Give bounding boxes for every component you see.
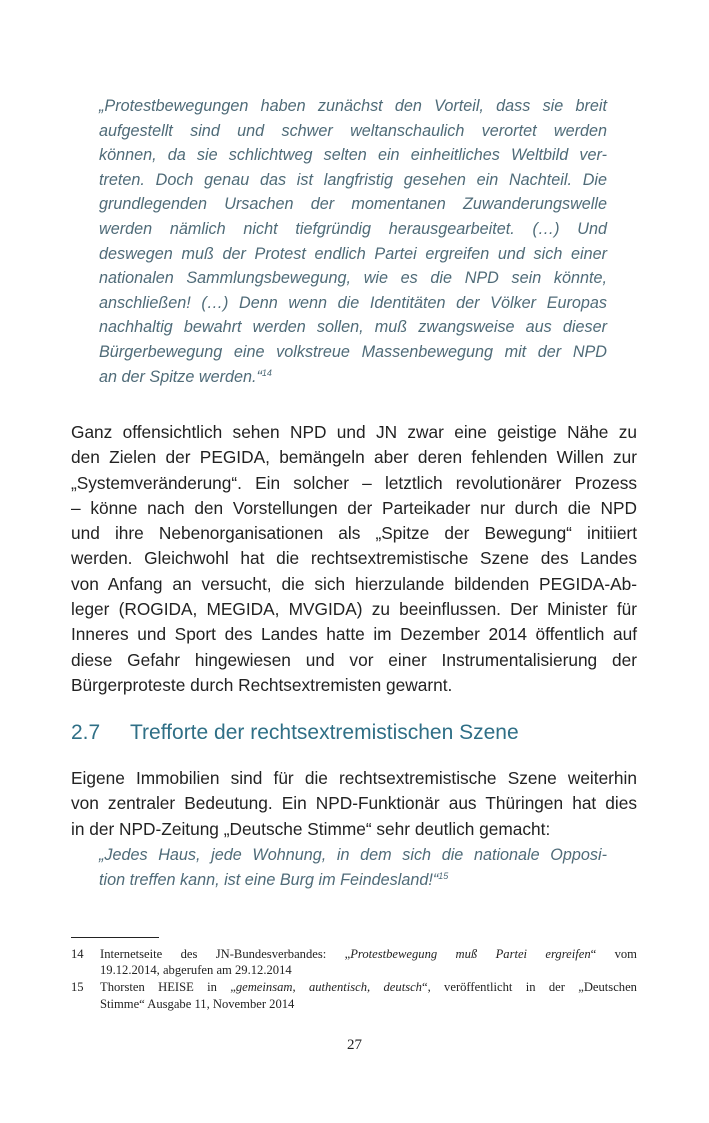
paragraph-line: von Anfang an versucht, die sich hierzulande bildenden PEGIDA-Ab- xyxy=(71,573,637,594)
paragraph-line: Ganz offensichtlich sehen NPD und JN zwar eine geistige Nähe zu xyxy=(71,422,637,442)
quote-line: aufgestellt sind und schwer weltanschaulich verortet werden xyxy=(99,121,607,140)
quote-line-last xyxy=(99,868,607,893)
footnote-15 xyxy=(71,979,637,1011)
section-title: Trefforte der rechtsextremistischen Szene xyxy=(130,721,519,744)
footnote-separator xyxy=(71,937,159,938)
footnote-line xyxy=(100,979,637,995)
page-number: 27 xyxy=(347,1037,362,1053)
paragraph-line: leger (ROGIDA, MEGIDA, MVGIDA) zu beeinflussen. Der Minister für xyxy=(71,599,637,620)
quote-line: anschließen! (…) Denn wenn die Identitäten der Völker Europas xyxy=(99,293,607,312)
paragraph-line: den Zielen der PEGIDA, bemängeln aber deren fehlenden Willen zur xyxy=(71,447,637,468)
quote-line-text: an der Spitze werden.“ xyxy=(99,367,262,386)
paragraph-line: und ihre Nebenorganisationen als „Spitze der Bewegung“ initiiert xyxy=(71,523,637,544)
quote-line: können, da sie schlichtweg selten ein einheitliches Weltbild ver- xyxy=(99,146,607,165)
quote-line: deswegen muß der Protest endlich Partei ergreifen und sich einer xyxy=(99,244,607,263)
quote-line: nationalen Sammlungsbewegung, wie es die NPD sein könnte, xyxy=(99,269,607,288)
footnote-text: Thorsten HEISE in „ xyxy=(100,980,236,995)
paragraph-pegida xyxy=(71,420,637,698)
paragraph-line: Eigene Immobilien sind für die rechtsextremistische Szene weiterhin xyxy=(71,768,637,788)
quote-line-text: tion treffen kann, ist eine Burg im Feindesland!“ xyxy=(99,870,439,889)
paragraph-line: in der NPD-Zeitung „Deutsche Stimme“ sehr deutlich gemacht: xyxy=(71,818,551,839)
paragraph-line: Bürgerproteste durch Rechtsextremisten gewarnt. xyxy=(71,674,453,695)
quote-line: grundlegenden Ursachen der momentanen Zuwanderungswelle xyxy=(99,195,607,214)
section-heading xyxy=(71,717,519,749)
quote-line: Bürgerbewegung eine volkstreue Massenbewegung mit der NPD xyxy=(99,342,607,361)
footnote-line xyxy=(100,946,637,962)
footnote-number: 14 xyxy=(71,947,84,961)
quote-line: nachhaltig bewahrt werden sollen, muß zwangsweise aus dieser xyxy=(99,318,607,337)
blockquote-npd-statement xyxy=(99,94,607,389)
paragraph-line: werden. Gleichwohl hat die rechtsextremistische Szene des Landes xyxy=(71,548,637,569)
footnote-line: Stimme“ Ausgabe 11, November 2014 xyxy=(100,996,295,1011)
paragraph-line: diese Gefahr hingewiesen und vor einer Instrumentalisierung der xyxy=(71,649,637,670)
footnote-text: “ vom xyxy=(590,947,637,961)
footnote-14 xyxy=(71,946,637,978)
footnote-text: Internetseite des JN-Bundesverbandes: „ xyxy=(100,947,351,961)
footnote-number: 15 xyxy=(71,980,84,995)
footnote-italic-title: Protestbewegung muß Partei ergreifen xyxy=(350,947,591,961)
paragraph-line: Inneres und Sport des Landes hatte im Dezember 2014 öffentlich auf xyxy=(71,624,637,645)
blockquote-heise xyxy=(99,843,607,892)
paragraph-immobilien xyxy=(71,766,637,842)
footnote-italic-title: gemeinsam, authentisch, deutsch xyxy=(235,980,422,995)
paragraph-line: „Systemveränderung“. Ein solcher – letztlich revolutionärer Prozess xyxy=(71,472,637,493)
quote-line: werden nämlich nicht tiefgründig herausgearbeitet. (…) Und xyxy=(99,219,607,238)
paragraph-line: – könne nach den Vorstellungen der Parteikader nur durch die NPD xyxy=(71,497,637,518)
section-number: 2.7 xyxy=(71,721,101,744)
footnote-ref-15[interactable]: 15 xyxy=(438,870,449,881)
footnote-text: “, veröffentlicht in der „Deutschen xyxy=(421,980,637,995)
quote-line-last xyxy=(99,365,607,390)
footnotes xyxy=(71,946,637,1013)
footnote-ref-14[interactable]: 14 xyxy=(261,367,272,378)
quote-line: „Protestbewegungen haben zunächst den Vorteil, dass sie breit xyxy=(99,97,607,115)
footnote-line: 19.12.2014, abgerufen am 29.12.2014 xyxy=(100,963,292,978)
quote-line: „Jedes Haus, jede Wohnung, in dem sich die nationale Opposi- xyxy=(99,846,607,864)
quote-line: treten. Doch genau das ist langfristig gesehen ein Nachteil. Die xyxy=(99,170,607,189)
paragraph-line: von zentraler Bedeutung. Ein NPD-Funktionär aus Thüringen hat dies xyxy=(71,793,637,814)
